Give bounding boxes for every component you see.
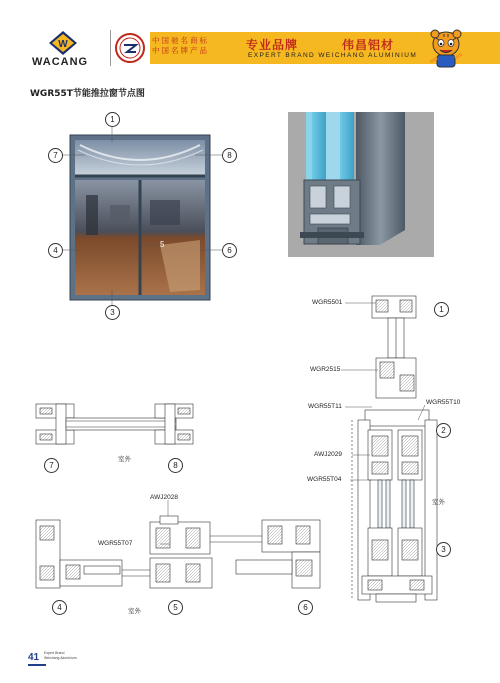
label-awj2029: AWJ2029 — [314, 451, 342, 458]
detail-callout-2: 2 — [436, 423, 451, 438]
elevation-callout-8: 8 — [222, 148, 237, 163]
vertical-section-drawing — [352, 296, 437, 602]
elevation-callout-7: 7 — [48, 148, 63, 163]
footer-line-1: Expert Brand — [44, 651, 65, 655]
transom-section-drawing — [36, 404, 193, 444]
footer-brand-text — [44, 651, 77, 660]
brand-subtitle: EXPERT BRAND WEICHANG ALUMINIUM — [248, 52, 418, 59]
detail-callout-8: 8 — [168, 458, 183, 473]
label-wgr55t11: WGR55T11 — [308, 403, 342, 410]
detail-callout-1: 1 — [434, 302, 449, 317]
elevation-callout-3: 3 — [105, 305, 120, 320]
label-wgr55t07: WGR55T07 — [98, 540, 133, 547]
outdoor-label-right: 室外 — [432, 498, 445, 506]
label-wgr55t10: WGR55T10 — [426, 399, 461, 406]
page-number: 41 — [28, 652, 40, 663]
cert-line-2: 中国名牌产品 — [152, 46, 209, 55]
detail-callout-7: 7 — [44, 458, 59, 473]
window-elevation — [70, 135, 210, 300]
detail-callout-5: 5 — [168, 600, 183, 615]
svg-text:W: W — [58, 39, 68, 50]
label-wgr55t04: WGR55T04 — [307, 476, 342, 483]
page-title: WGR55T节能推拉窗节点图 — [30, 89, 145, 99]
brand-name: 伟昌铝材 — [342, 38, 395, 52]
brand-slogan: 专业品牌 — [246, 38, 299, 52]
label-awj2028: AWJ2028 — [150, 494, 178, 501]
detail-callout-3: 3 — [436, 542, 451, 557]
elevation-callout-4: 4 — [48, 243, 63, 258]
label-wgr2515: WGR2515 — [310, 366, 341, 373]
footer-line-2: Weichang Aluminium — [44, 655, 77, 660]
profile-section-render — [288, 112, 434, 257]
footer-rule — [28, 664, 46, 666]
detail-callout-4: 4 — [52, 600, 67, 615]
outdoor-label-top: 室外 — [118, 455, 131, 463]
outdoor-label-bottom: 室外 — [128, 607, 141, 615]
elevation-callout-1: 1 — [105, 112, 120, 127]
logo-text: WACANG — [32, 56, 89, 68]
elevation-callout-5: 5 — [160, 240, 165, 249]
sliding-section-drawing — [36, 516, 320, 588]
label-wgr5501: WGR5501 — [312, 299, 343, 306]
detail-callout-6: 6 — [298, 600, 313, 615]
elevation-callout-6: 6 — [222, 243, 237, 258]
cert-line-1: 中国驰名商标 — [152, 36, 209, 45]
